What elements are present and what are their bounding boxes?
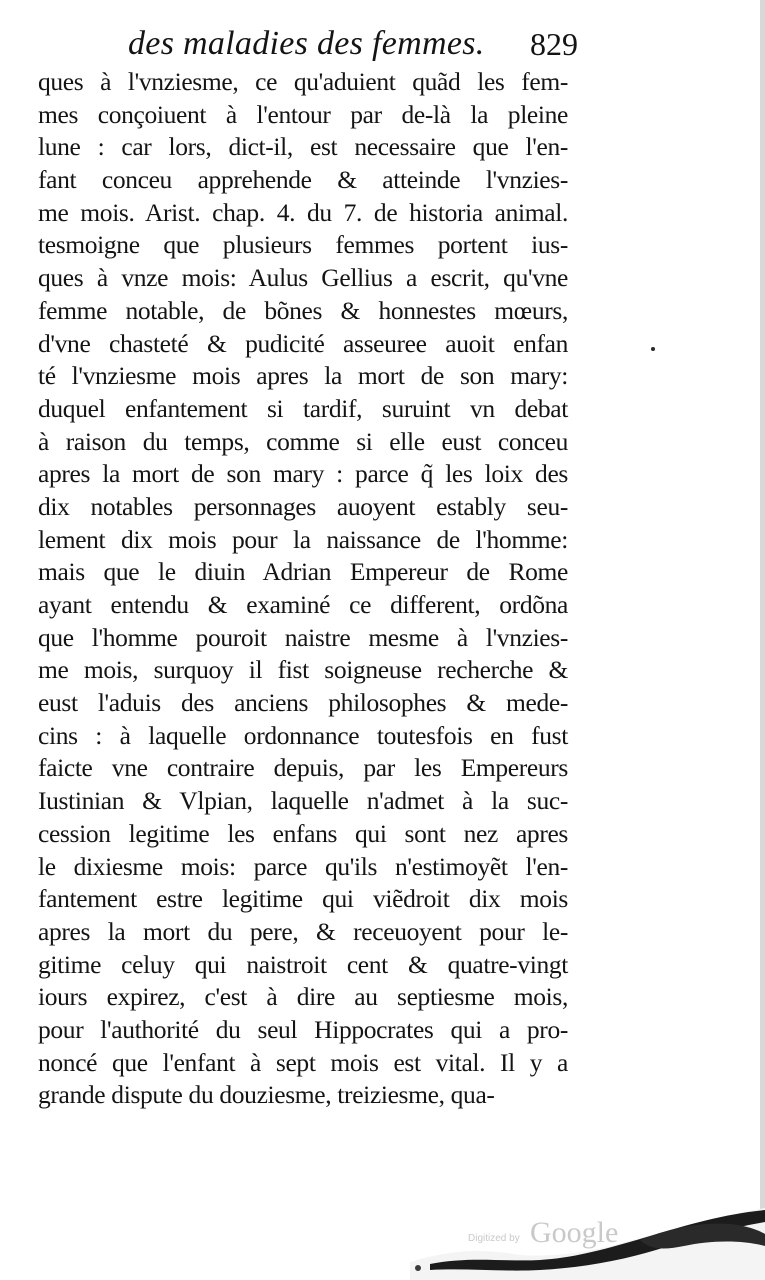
text-line: fantement estre legitime qui viẽdroit dix mois xyxy=(38,884,568,914)
text-line: d'vne chasteté & pudicité asseuree auoit enfan xyxy=(38,328,568,358)
body-text xyxy=(38,66,568,1112)
page-number: 829 xyxy=(530,26,578,62)
text-line: lune : car lors, dict-il, est necessaire que l'en- xyxy=(38,132,568,162)
text-line: fant conceu apprehende & atteinde l'vnzies- xyxy=(38,165,568,195)
text-line: me mois, surquoy il fist soigneuse recherche & xyxy=(38,655,568,685)
text-line: dix notables personnages auoyent estably seu- xyxy=(38,491,568,521)
text-line: apres la mort de son mary : parce q̃ les loix des xyxy=(38,459,568,489)
text-line: pour l'authorité du seul Hippocrates qui a pro- xyxy=(38,1014,568,1044)
text-line: ques à vnze mois: Aulus Gellius a escrit, qu'vne xyxy=(38,263,568,293)
text-line: lement dix mois pour la naissance de l'homme: xyxy=(38,524,568,554)
text-line: mes conçoiuent à l'entour par de-là la pleine xyxy=(38,99,568,129)
text-line: tesmoigne que plusieurs femmes portent ius- xyxy=(38,230,568,260)
text-line: Iustinian & Vlpian, laquelle n'admet à la suc- xyxy=(38,786,568,816)
text-line: duquel enfantement si tardif, suruint vn debat xyxy=(38,393,568,423)
text-line: mais que le diuin Adrian Empereur de Rome xyxy=(38,557,568,587)
text-line: ques à l'vnziesme, ce qu'aduient quãd les fem- xyxy=(38,67,568,96)
text-line: iours expirez, c'est à dire au septiesme mois, xyxy=(38,982,568,1012)
text-line: ayant entendu & examiné ce different, ordõna xyxy=(38,590,568,619)
running-title: des maladies des femmes. xyxy=(128,25,485,62)
text-line: eust l'aduis des anciens philosophes & mede- xyxy=(38,688,568,718)
text-line: té l'vnziesme mois apres la mort de son mary: xyxy=(38,361,568,391)
text-line: à raison du temps, comme si elle eust conceu xyxy=(38,426,568,456)
text-line: le dixiesme mois: parce qu'ils n'estimoyẽt l'en- xyxy=(38,851,568,881)
text-line: apres la mort du pere, & receuoyent pour le- xyxy=(38,916,568,946)
google-logo: Google xyxy=(530,1216,619,1249)
text-line: femme notable, de bõnes & honnestes mœurs, xyxy=(38,295,568,325)
text-line: grande dispute du douziesme, treiziesme, qua- xyxy=(38,1080,495,1110)
text-line: noncé que l'enfant à sept mois est vital. Il y a xyxy=(38,1047,568,1077)
digitization-watermark xyxy=(468,1216,628,1252)
text-line: que l'homme pouroit naistre mesme à l'vnzies- xyxy=(38,622,568,652)
text-line: cession legitime les enfans qui sont nez apres xyxy=(38,818,568,848)
watermark-prefix: Digitized by xyxy=(468,1233,520,1244)
text-line: gitime celuy qui naistroit cent & quatre-vingt xyxy=(38,949,568,979)
text-line: me mois. Arist. chap. 4. du 7. de historia animal. xyxy=(38,197,568,227)
text-line: cins : à laquelle ordonnance toutesfois en fust xyxy=(38,720,568,750)
text-line: faicte vne contraire depuis, par les Empereurs xyxy=(38,753,568,783)
margin-ink-dot xyxy=(651,347,655,351)
running-head xyxy=(128,22,578,66)
